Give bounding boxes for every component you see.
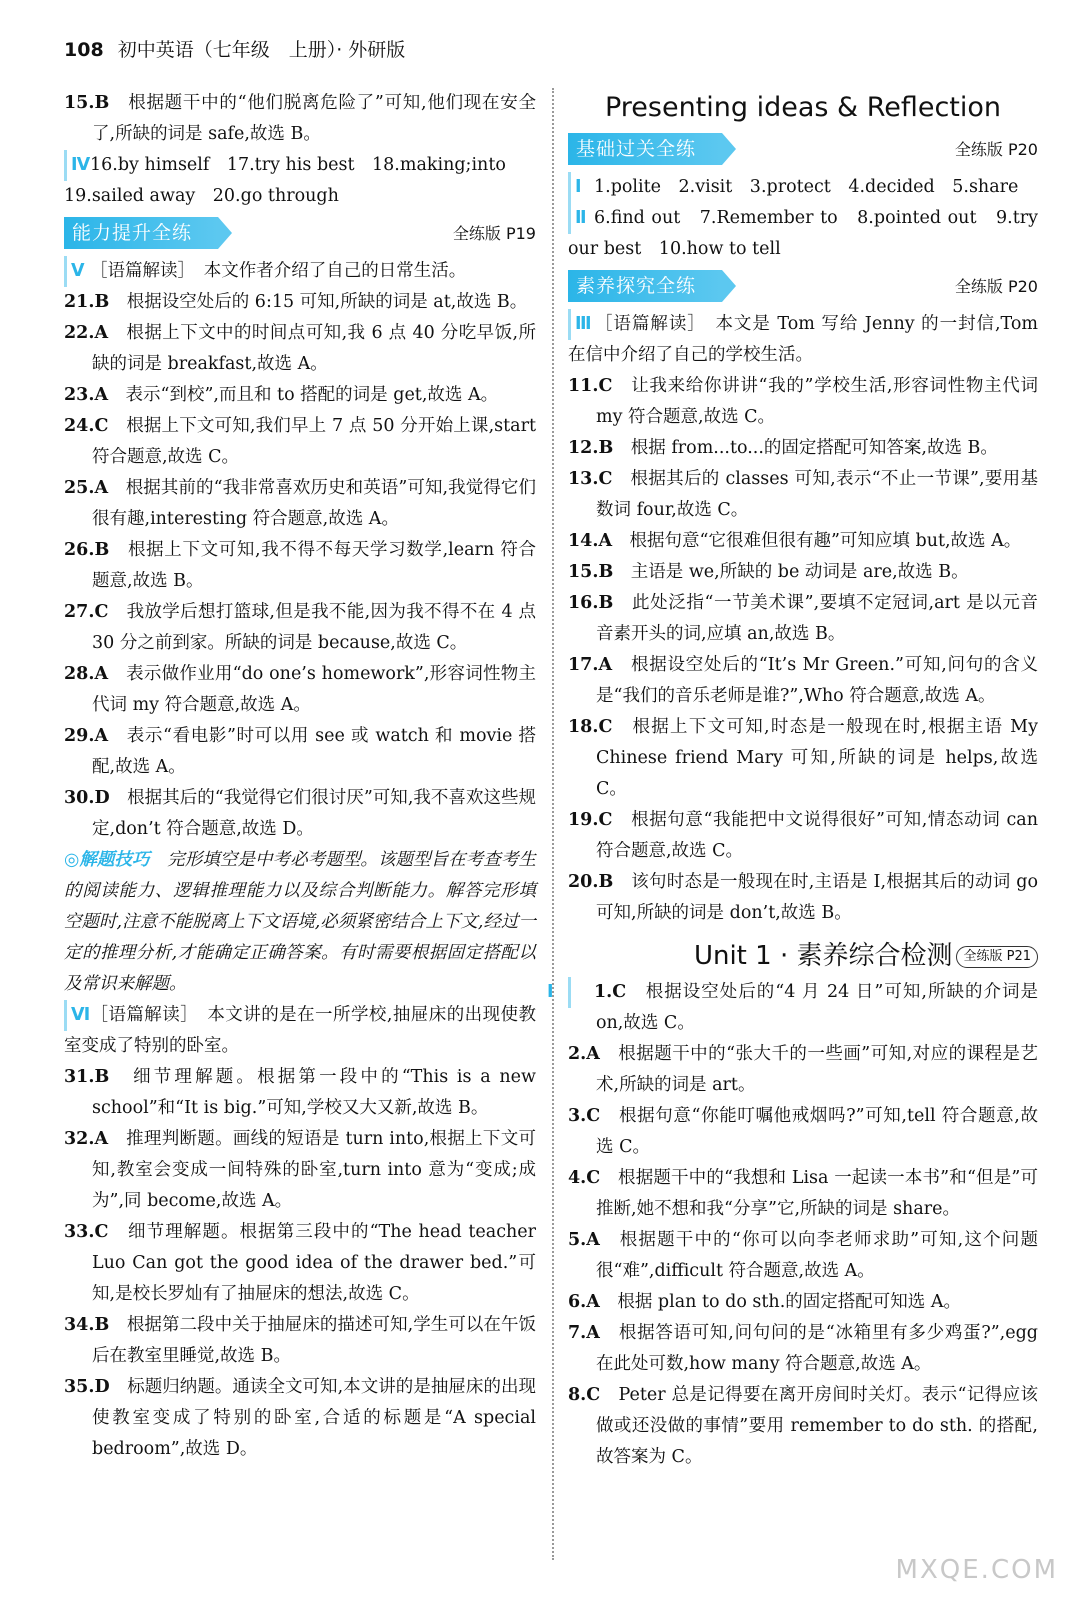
answer-number: 15.B: [568, 562, 614, 582]
answer-item: [547, 977, 1039, 1039]
answer-explanation: 根据句意“我能把中文说得很好”可知,情态动词 can 符合题意,故选 C。: [596, 810, 1039, 861]
answer-item: [64, 1124, 536, 1217]
answer-explanation: 推理判断题。画线的短语是 turn into,根据上下文可知,教室会变成一间特殊的卧室,turn into 意为“变成;成为”,同 become,故选 A。: [92, 1129, 537, 1211]
answer-item: [64, 318, 536, 380]
answer-number: 24.C: [64, 416, 109, 436]
answer-number: 4.C: [568, 1168, 601, 1188]
answer-number: 35.D: [64, 1377, 110, 1397]
answer-number: 32.A: [64, 1129, 109, 1149]
answer-item: [568, 526, 1038, 557]
answer-explanation: 根据其后的 classes 可知,表示“不止一节课”,要用基数词 four,故选 C。: [596, 469, 1038, 520]
answer-item: [64, 659, 536, 721]
answer-item: [568, 650, 1038, 712]
answer-item: [64, 535, 536, 597]
answer-list: [64, 1062, 536, 1465]
answer-number: 28.A: [64, 664, 109, 684]
answer-explanation: 表示做作业用“do one’s homework”,形容词性物主代词 my 符合题意,故选 A。: [92, 664, 536, 715]
answer-number: 3.C: [568, 1106, 601, 1126]
answer-line: 19.sailed away 20.go through: [64, 186, 339, 206]
answer-number: 30.D: [64, 788, 110, 808]
answer-number: 29.A: [64, 726, 109, 746]
answer-number: 19.C: [568, 810, 613, 830]
answer-explanation: 此处泛指“一节美术课”,要填不定冠词,art 是以元音音素开头的词,应填 an,故选 B。: [596, 593, 1038, 644]
answer-explanation: 该句时态是一般现在时,主语是 I,根据其后的动词 go 可知,所缺的词是 don’t,故选 B。: [596, 872, 1039, 923]
answer-number: 34.B: [64, 1315, 110, 1335]
answer-item: [64, 1217, 536, 1310]
section-banner: 能力提升全练: [64, 217, 218, 249]
section-ref: 全练版 P20: [954, 276, 1038, 296]
answer-item: [64, 597, 536, 659]
answer-item: [64, 287, 536, 318]
answer-number: 6.A: [568, 1292, 600, 1312]
roman-marker: Ⅲ: [568, 309, 594, 340]
answer-item: [568, 371, 1038, 433]
page-header: [64, 36, 405, 64]
answer-number: 22.A: [64, 323, 109, 343]
section-title: Presenting ideas & Reflection: [604, 92, 1002, 123]
answer-explanation: 根据第二段中关于抽屉床的描述可知,学生可以在午饭后在教室里睡觉,故选 B。: [92, 1315, 537, 1366]
answer-explanation: 细节理解题。根据第一段中的“This is a new school”和“It is big.”可知,学校又大又新,故选 B。: [92, 1067, 537, 1118]
answer-item: 15.B 根据题干中的“他们脱离危险了”可知,他们现在安全了,所缺的词是 safe,故选 B。: [64, 93, 536, 144]
answer-explanation: 根据上下文中的时间点可知,我 6 点 40 分吃早饭,所缺的词是 breakfast,故选 A。: [92, 323, 537, 374]
answer-list: [64, 287, 536, 845]
answer-explanation: 根据句意“你能叮嘱他戒烟吗?”可知,tell 符合题意,故选 C。: [596, 1106, 1039, 1157]
section-header: [64, 216, 536, 250]
roman-marker: Ⅵ: [64, 1000, 90, 1031]
answer-item: [568, 588, 1038, 650]
answer-explanation: 让我来给你讲讲“我的”学校生活,形容词性物主代词 my 符合题意,故选 C。: [596, 376, 1038, 427]
answer-list: [547, 977, 1039, 1473]
answer-item: [568, 1318, 1038, 1380]
passage-intro: Ⅲ ［语篇解读］ 本文是 Tom 写给 Jenny 的一封信,Tom 在信中介绍了自己的学校生活。: [568, 309, 1038, 371]
answer-item: [64, 1372, 536, 1465]
left-column: [64, 88, 536, 1465]
answer-number: 17.A: [568, 655, 613, 675]
answer-number: 1.C: [594, 982, 627, 1002]
section-ref: 全练版 P20: [954, 139, 1038, 159]
answer-item: [64, 783, 536, 845]
answer-number: 33.C: [64, 1222, 109, 1242]
answer-number: 14.A: [568, 531, 613, 551]
answer-explanation: 根据设空处后的 6:15 可知,所缺的词是 at,故选 B。: [126, 292, 528, 312]
answer-item: [568, 433, 1038, 464]
answer-line: Ⅳ16.by himself 17.try his best 18.making;into: [64, 150, 536, 181]
section-header: [568, 269, 1038, 303]
answer-item: [568, 1380, 1038, 1473]
unit-ref: 全练版 P21: [956, 946, 1038, 968]
answer-explanation: 根据 from...to...的固定搭配可知答案,故选 B。: [630, 438, 998, 458]
roman-marker: Ⅱ: [568, 203, 594, 234]
roman-marker: Ⅰ: [568, 172, 594, 203]
answer-item: [64, 721, 536, 783]
answer-number: 16.B: [568, 593, 614, 613]
answer-item: [568, 1225, 1038, 1287]
watermark: MXQE.COM: [895, 1555, 1058, 1585]
answer-number: 18.C: [568, 717, 613, 737]
answer-item: [568, 464, 1038, 526]
answer-item: [64, 411, 536, 473]
answer-explanation: 根据其后的“我觉得它们很讨厌”可知,我不喜欢这些规定,don’t 符合题意,故选 D。: [92, 788, 536, 839]
roman-marker: Ⅳ: [64, 150, 90, 181]
answer-explanation: 根据答语可知,问句问的是“冰箱里有多少鸡蛋?”,egg 在此处可数,how many 符合题意,故选 A。: [596, 1323, 1038, 1374]
tip-label: ◎解题技巧: [64, 850, 150, 870]
answer-explanation: 根据其前的“我非常喜欢历史和英语”可知,我觉得它们很有趣,interesting 符合题意,故选 A。: [92, 478, 536, 529]
answer-explanation: 我放学后想打篮球,但是我不能,因为我不得不在 4 点 30 分之前到家。所缺的词是 because,故选 C。: [92, 602, 537, 653]
answer-item: [568, 867, 1038, 929]
answer-number: 7.A: [568, 1323, 600, 1343]
answer-explanation: 根据上下文可知,时态是一般现在时,根据主语 My Chinese friend Mary 可知,所缺的词是 helps,故选 C。: [596, 717, 1038, 799]
answer-explanation: 根据题干中的“你可以向李老师求助”可知,这个问题很“难”,difficult 符合题意,故选 A。: [596, 1230, 1038, 1281]
answer-number: 25.A: [64, 478, 109, 498]
answer-item: [64, 1062, 536, 1124]
answer-item: [568, 712, 1038, 805]
answer-explanation: 表示“到校”,而且和 to 搭配的词是 get,故选 A。: [125, 385, 499, 405]
answer-explanation: 根据句意“它很难但很有趣”可知应填 but,故选 A。: [629, 531, 1022, 551]
section-ref: 全练版 P19: [452, 223, 536, 243]
answer-item: [64, 473, 536, 535]
answer-number: 31.B: [64, 1067, 110, 1087]
roman-marker: Ⅴ: [64, 256, 90, 287]
right-column: [547, 88, 1039, 1473]
answer-item: [568, 557, 1038, 588]
answer-line: Ⅱ 6.find out 7.Remember to 8.pointed out 9.try our best 10.how to tell: [568, 203, 1038, 265]
answer-explanation: Peter 总是记得要在离开房间时关灯。表示“记得应该做或还没做的事情”要用 remember to do sth. 的搭配,故答案为 C。: [596, 1385, 1039, 1467]
answer-number: 12.B: [568, 438, 614, 458]
answer-explanation: 根据设空处后的“It’s Mr Green.”可知,问句的含义是“我们的音乐老师是谁?”,Who 符合题意,故选 A。: [596, 655, 1038, 706]
answer-number: 27.C: [64, 602, 109, 622]
answer-list: [568, 371, 1038, 929]
answer-item: [64, 1310, 536, 1372]
answer-explanation: 根据设空处后的“4 月 24 日”可知,所缺的介词是 on,故选 C。: [596, 982, 1039, 1033]
unit-title: Unit 1 · 素养综合检测 全练版 P21: [568, 935, 1038, 977]
answer-explanation: 根据 plan to do sth.的固定搭配可知选 A。: [617, 1292, 961, 1312]
answer-explanation: 细节理解题。根据第三段中的“The head teacher Luo Can got the good idea of the drawer bed.”可知,是校长罗灿有了抽屉床的想法,故选 C。: [92, 1222, 537, 1304]
answer-item: [568, 805, 1038, 867]
answer-explanation: 根据上下文可知,我们早上 7 点 50 分开始上课,start 符合题意,故选 C。: [92, 416, 537, 467]
page-number: 108: [64, 39, 104, 61]
section-banner: 素养探究全练: [568, 270, 722, 302]
answer-item: [568, 1101, 1038, 1163]
answer-number: 23.A: [64, 385, 109, 405]
answer-explanation: 表示“看电影”时可以用 see 或 watch 和 movie 搭配,故选 A。: [92, 726, 537, 777]
answer-explanation: 标题归纳题。通读全文可知,本文讲的是抽屉床的出现使教室变成了特别的卧室,合适的标题是“A special bedroom”,故选 D。: [92, 1377, 537, 1459]
answer-item: [64, 380, 536, 411]
answer-item: [568, 1039, 1038, 1101]
answer-explanation: 根据题干中的“张大千的一些画”可知,对应的课程是艺术,所缺的词是 art。: [596, 1044, 1038, 1095]
answer-number: 20.B: [568, 872, 614, 892]
answer-number: 11.C: [568, 376, 613, 396]
answer-explanation: 主语是 we,所缺的 be 动词是 are,故选 B。: [630, 562, 969, 582]
answer-line: Ⅰ 1.polite 2.visit 3.protect 4.decided 5.share: [568, 172, 1038, 203]
passage-intro: Ⅵ［语篇解读］ 本文讲的是在一所学校,抽屉床的出现使教室变成了特别的卧室。: [64, 1000, 536, 1062]
tip-block: ◎解题技巧 完形填空是中考必考题型。该题型旨在考查考生的阅读能力、逻辑推理能力以及综合判断能力。解答完形填空题时,注意不能脱离上下文语境,必须紧密结合上下文,经过一定的推理分析,才能确定正确答案。有时需要根据固定搭配以及常识来解题。: [64, 850, 537, 994]
answer-number: 2.A: [568, 1044, 600, 1064]
column-divider: [552, 88, 554, 1560]
answer-item: [568, 1163, 1038, 1225]
answer-explanation: 根据上下文可知,我不得不每天学习数学,learn 符合题意,故选 B。: [92, 540, 536, 591]
book-title: 初中英语（七年级 上册）· 外研版: [117, 39, 406, 61]
answer-number: 13.C: [568, 469, 613, 489]
answer-number: 21.B: [64, 292, 110, 312]
section-banner: 基础过关全练: [568, 133, 722, 165]
section-header: [568, 132, 1038, 166]
answer-explanation: 根据题干中的“我想和 Lisa 一起读一本书”和“但是”可推断,她不想和我“分享”它,所缺的词是 share。: [596, 1168, 1038, 1219]
answer-number: 8.C: [568, 1385, 601, 1405]
answer-number: 26.B: [64, 540, 110, 560]
passage-intro: Ⅴ ［语篇解读］ 本文作者介绍了自己的日常生活。: [64, 256, 536, 287]
answer-number: 5.A: [568, 1230, 600, 1250]
answer-item: [568, 1287, 1038, 1318]
roman-marker: Ⅰ: [568, 977, 594, 1008]
